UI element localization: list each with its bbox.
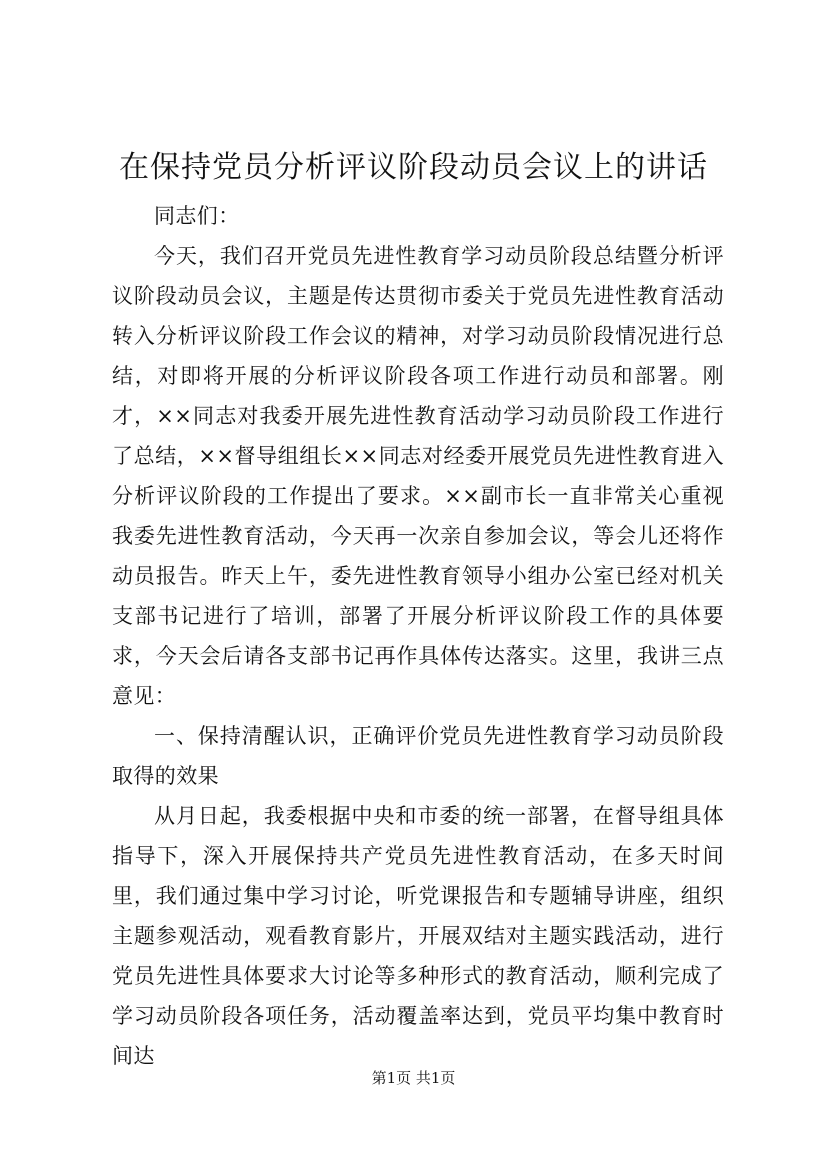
document-title: 在保持党员分析评议阶段动员会议上的讲话	[119, 150, 708, 185]
salutation-paragraph: 同志们：	[154, 204, 240, 228]
page-footer: 第1页 共1页	[371, 1069, 456, 1087]
document-body	[112, 196, 724, 1076]
intro-paragraph: 今天，我们召开党员先进性教育学习动员阶段总结暨分析评议阶段动员会议，主题是传达贯彻市委关于党员先进性教育活动转入分析评议阶段工作会议的精神，对学习动员阶段情况进行总结，对即将开展的分析评议阶段各项工作进行动员和部署。刚才，××同志对我委开展先进性教育活动学习动员阶段工作进行了总结，××督导组组长××同志对经委开展党员先进性教育进入分析评议阶段的工作提出了要求。××副市长一直非常关心重视我委先进性教育活动，今天再一次亲自参加会议，等会儿还将作动员报告。昨天上午，委先进性教育领导小组办公室已经对机关支部书记进行了培训，部署了开展分析评议阶段工作的具体要求，今天会后请各支部书记再作具体传达落实。这里，我讲三点意见：	[112, 244, 724, 708]
section-heading: 一、保持清醒认识，正确评价党员先进性教育学习动员阶段取得的效果	[112, 724, 724, 788]
section-paragraph: 从月日起，我委根据中央和市委的统一部署，在督导组具体指导下，深入开展保持共产党员先进性教育活动，在多天时间里，我们通过集中学习讨论，听党课报告和专题辅导讲座，组织主题参观活动，观看教育影片，开展双结对主题实践活动，进行党员先进性具体要求大讨论等多种形式的教育活动，顺利完成了学习动员阶段各项任务，活动覆盖率达到，党员平均集中教育时间达	[112, 804, 724, 1068]
